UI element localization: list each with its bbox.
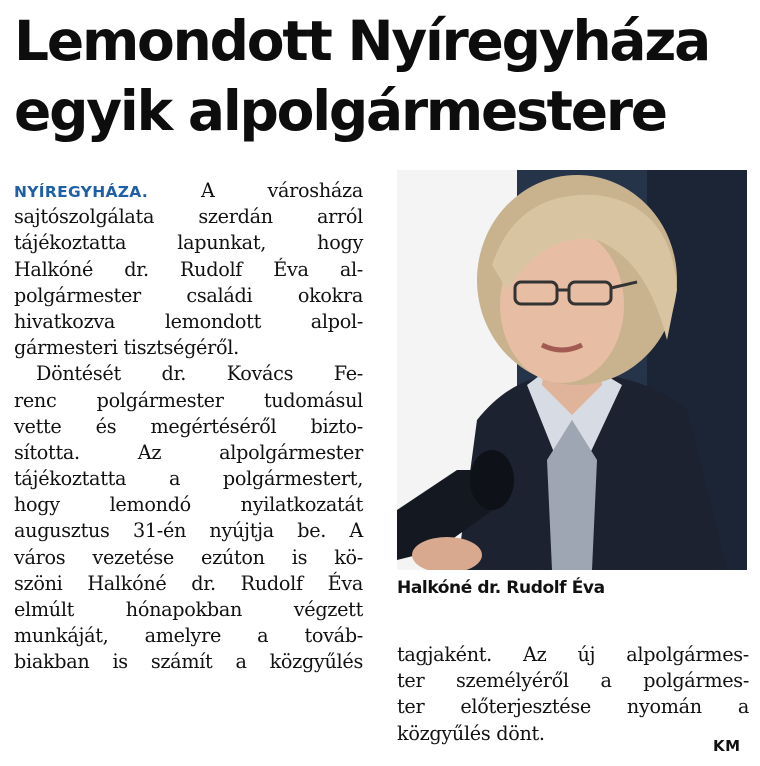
body-line: vette és megértéséről bizto-	[14, 414, 363, 438]
body-line: tájékoztatta lapunkat, hogy	[14, 231, 363, 255]
body-line: munkáját, amelyre a továb-	[14, 624, 363, 648]
body-line: augusztus 31-én nyújtja be. A	[14, 519, 363, 543]
body-line: biakban is számít a közgyűlés	[14, 650, 363, 674]
body-line: elmúlt hónapokban végzett	[14, 598, 363, 621]
headline	[14, 6, 754, 146]
body-line: polgármester családi okokra	[14, 283, 363, 307]
portrait-photo	[397, 170, 747, 570]
headline-line-2: egyik alpolgármestere	[14, 79, 666, 143]
body-line: közgyűlés dönt.	[397, 721, 545, 745]
body-line: Halkóné dr. Rudolf Éva al-	[14, 257, 363, 281]
headline-line-1: Lemondott Nyíregyháza	[14, 9, 710, 73]
body-line: hivatkozva lemondott alpol-	[14, 309, 363, 333]
body-line: tagjaként. Az új alpolgármes-	[397, 643, 749, 666]
photo-caption: Halkóné dr. Rudolf Éva	[397, 578, 605, 598]
body-line: gármesteri tisztségéről.	[14, 336, 239, 360]
body-line: renc polgármester tudomásul	[14, 388, 363, 412]
body-line: város vezetése ezúton is kö-	[14, 545, 363, 569]
article-right-column	[397, 642, 749, 747]
body-line: ter előterjesztése nyomán a	[397, 695, 749, 719]
body-line-text: A városháza	[148, 179, 363, 202]
body-line: ter személyéről a polgármes-	[397, 669, 749, 693]
body-line: sította. Az alpolgármester	[14, 440, 363, 464]
body-line: szöni Halkóné dr. Rudolf Éva	[14, 571, 363, 595]
article-left-column	[14, 178, 363, 676]
body-line: Döntését dr. Kovács Fe-	[36, 362, 363, 386]
body-line	[14, 178, 363, 204]
dateline: NYÍREGYHÁZA.	[14, 183, 149, 201]
body-line: sajtószolgálata szerdán arról	[14, 205, 363, 229]
portrait-illustration	[397, 170, 747, 570]
body-line: hogy lemondó nyilatkozatát	[14, 493, 363, 517]
body-line: tájékoztatta a polgármestert,	[14, 467, 363, 491]
author-signature: KM	[713, 737, 741, 755]
